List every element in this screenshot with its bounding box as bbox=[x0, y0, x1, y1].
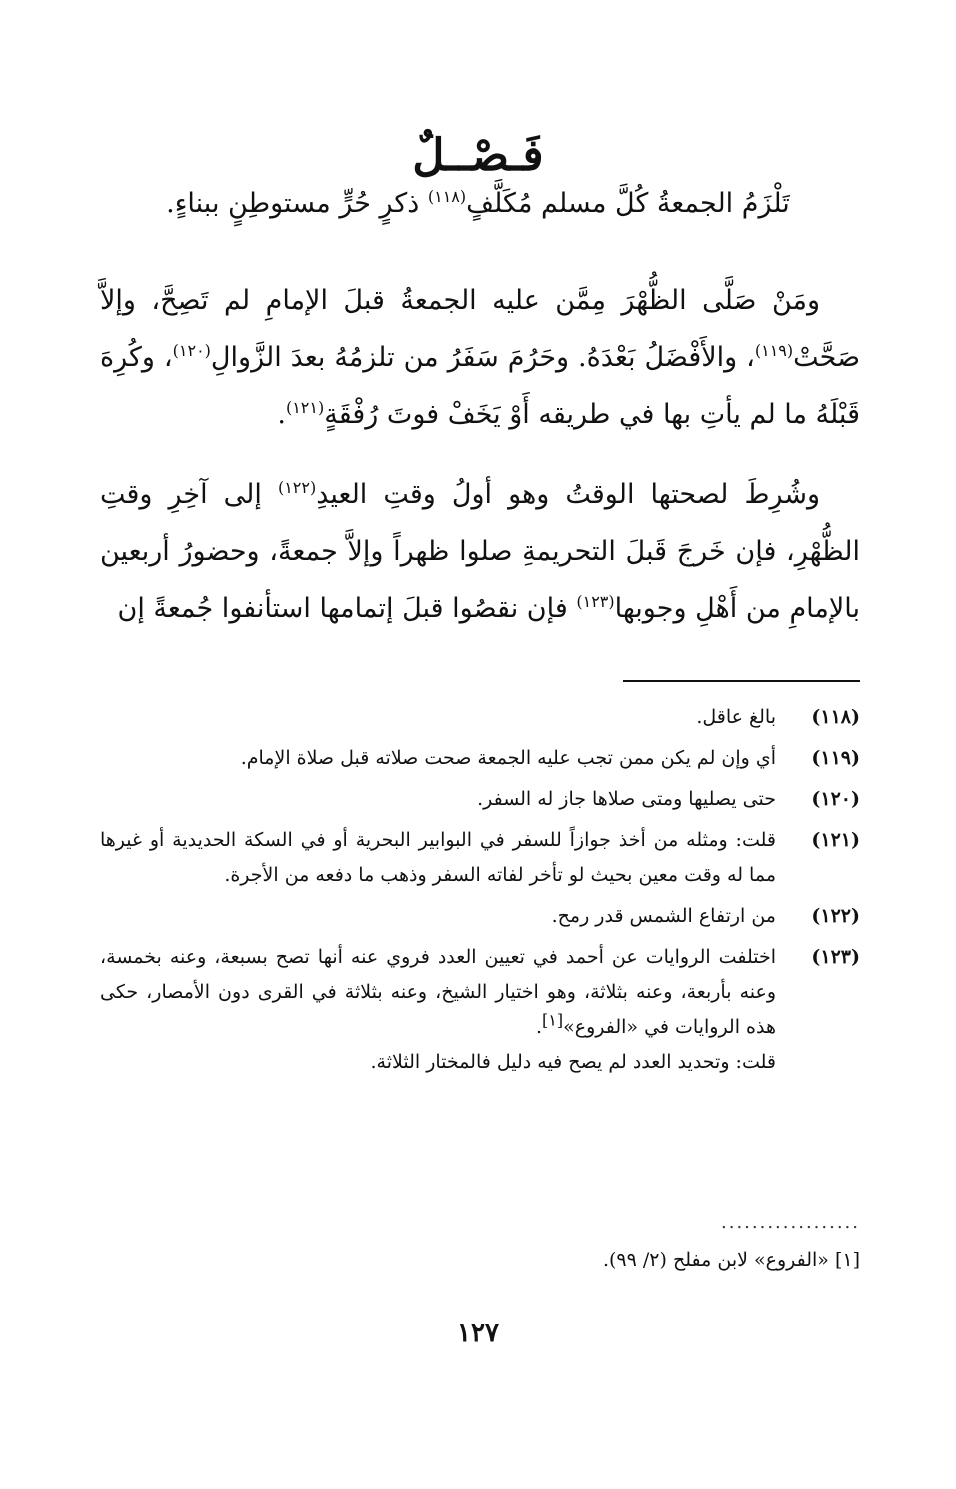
footnote-extra: قلت: وتحديد العدد لم يصح فيه دليل فالمختار الثلاثة. bbox=[370, 1051, 776, 1073]
para2-part-b: إلى آخِرِ وقتِ الظُّهْرِ، فإن خَرجَ قَبلَ التحريمةِ صلوا ظهراً وإلاَّ جمعةً، وحضورُ أربعين بالإمامِ من أَهْلِ وجوبها bbox=[100, 479, 860, 624]
intro-tail: ذكرٍ حُرٍّ مستوطِنٍ ببناءٍ. bbox=[166, 188, 428, 219]
footnote-number: (١١٩) bbox=[811, 747, 860, 769]
footnote-text: أي وإن لم يكن ممن تجب عليه الجمعة صحت صلاته قبل صلاة الإمام. bbox=[240, 747, 776, 769]
intro-line bbox=[0, 188, 956, 219]
footnote-text: بالغ عاقل. bbox=[696, 706, 776, 728]
footnote-text: قلت: ومثله من أخذ جوازاً للسفر في البوابير البحرية أو في السكة الحديدية أو غيرها مما له وقت معين بحيث لو تأخر لفاته السفر وذهب ما دفعه من الأجرة. bbox=[100, 829, 776, 886]
para1-part-a: ومَنْ صَلَّى الظُّهْرَ مِمَّن عليه الجمعةُ قبلَ الإمامِ لم تَصِحَّ، وإلاَّ صَحَّتْ bbox=[100, 285, 861, 373]
footnote-text-tail: . bbox=[535, 1016, 543, 1038]
paragraph-1 bbox=[100, 272, 860, 443]
footnote-ref: (١٢٢) bbox=[277, 478, 317, 497]
footnote-number: (١٢٢) bbox=[811, 905, 860, 927]
footnote-ref: (١٢٠) bbox=[172, 341, 211, 360]
footnotes bbox=[100, 700, 860, 1086]
para1-part-b: ، والأَفْضَلُ بَعْدَهُ. وحَرُمَ سَفَرُ من تلزمُهُ بعدَ الزَّوالِ bbox=[210, 342, 755, 373]
reference-note: [١] «الفروع» لابن مفلح (٢/ ٩٩). bbox=[602, 1249, 860, 1271]
footnote bbox=[100, 782, 860, 817]
footnote-ref: (١٢٣) bbox=[576, 592, 615, 611]
footnote bbox=[100, 899, 860, 934]
footnote-ref: (١٢١) bbox=[285, 398, 325, 417]
intro-text: تَلْزَمُ الجمعةُ كُلَّ مسلم مُكَلَّفٍ bbox=[466, 188, 790, 219]
para1-part-c: ، وكُرِهَ قَبْلَهُ ما لم يأتِ بها في طريقه أَوْ يَخَفْ فوتَ رُفْقَةٍ bbox=[100, 342, 860, 430]
footnote-ref: (١١٩) bbox=[754, 341, 794, 360]
footnote bbox=[100, 741, 860, 776]
footnote-number: (١١٨) bbox=[811, 706, 860, 728]
footnote-ref: (١١٨) bbox=[427, 187, 467, 206]
footnote bbox=[100, 823, 860, 893]
dotted-separator: .................. bbox=[721, 1212, 860, 1233]
paragraph-2 bbox=[100, 466, 860, 637]
footnote-number: (١٢١) bbox=[811, 829, 860, 851]
para2-part-c: فإن نقصُوا قبلَ إتمامها استأنفوا جُمعةً إن bbox=[117, 593, 577, 624]
footnote-text bbox=[100, 940, 776, 1080]
para1-part-d: . bbox=[277, 399, 286, 430]
page-number: ١٢٧ bbox=[457, 1318, 499, 1348]
footnote-text-main: اختلفت الروايات عن أحمد في تعيين العدد فروي عنه أنها تصح بسبعة، وعنه بخمسة، وعنه بأربعة، وعنه بثلاثة، وهو اختيار الشيخ، وعنه بثلاثة في القرى دون الأمصار، حكى هذه الروايات في «الفروع» bbox=[100, 946, 776, 1038]
para2-part-a: وشُرِطَ لصحتها الوقتُ وهو أولُ وقتِ العيدِ bbox=[316, 479, 820, 510]
footnote-text: من ارتفاع الشمس قدر رمح. bbox=[551, 905, 776, 927]
footnote bbox=[100, 700, 860, 735]
footnote-divider bbox=[623, 680, 860, 682]
footnote-number: (١٢٣) bbox=[811, 946, 860, 968]
section-heading: فَـصْــلٌ bbox=[412, 130, 544, 181]
footnote-number: (١٢٠) bbox=[811, 788, 860, 810]
reference-mark: [١] bbox=[542, 1010, 564, 1030]
footnote bbox=[100, 940, 860, 1080]
footnote-text: حتى يصليها ومتى صلاها جاز له السفر. bbox=[477, 788, 776, 810]
